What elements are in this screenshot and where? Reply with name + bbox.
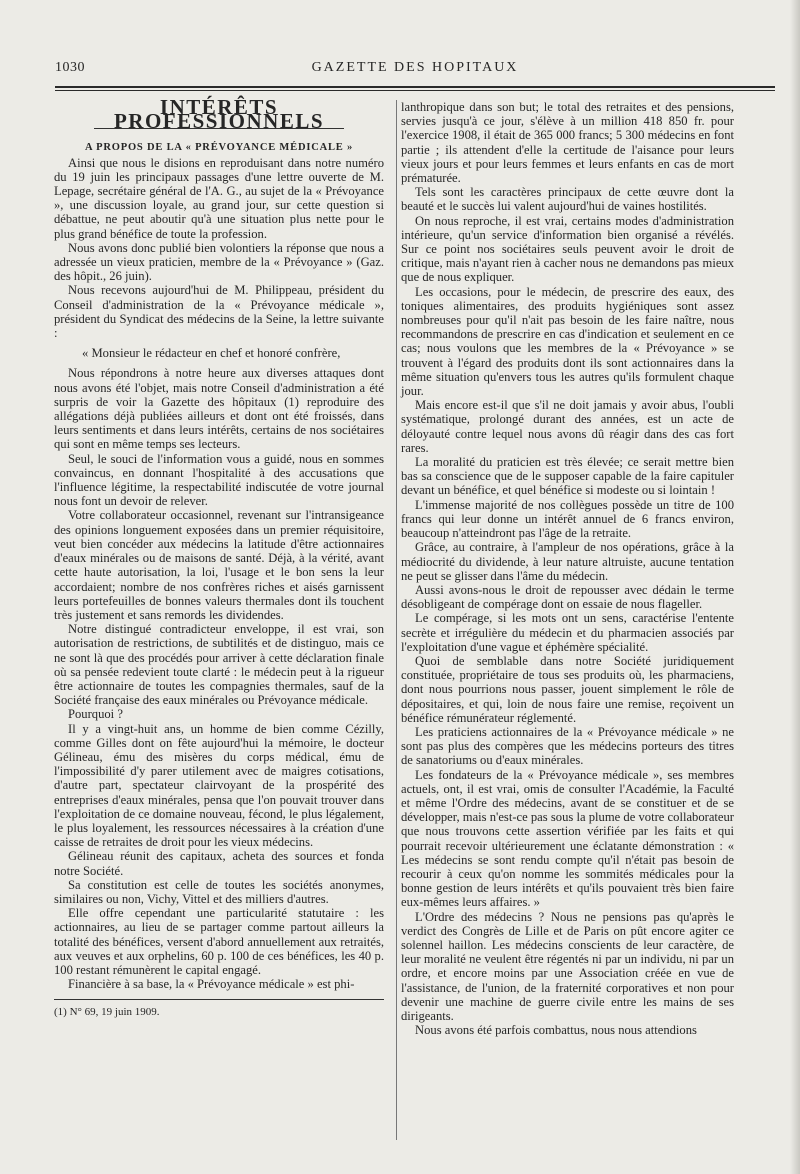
header-rule-thin xyxy=(55,90,775,91)
paragraph: Nous répondrons à notre heure aux diverses attaques dont nous avons été l'objet, mais notre Conseil d'administration a été surpris de voir la Gazette des hôpitaux (1) reproduire des allégations déjà publiées ailleurs et dont ont été froissés, dans leurs sentiments et dans leurs intérêts, certains de nos sociétaires qui sont en même temps ses lecteurs. xyxy=(54,366,384,452)
footnote-divider xyxy=(54,999,384,1000)
paragraph: L'immense majorité de nos collègues possède un titre de 100 francs qui leur donne un intérêt annuel de 6 francs environ, beaucoup n'atteindront pas l'âge de la retraite. xyxy=(401,497,734,541)
page-header xyxy=(55,60,775,82)
paragraph: Les praticiens actionnaires de la « Prévoyance médicale » ne sont pas plus des compères que les médecins porteurs des titres de sanatoriums ou d'eaux minérales. xyxy=(401,724,734,768)
paragraph: lanthropique dans son but; le total des retraites et des pensions, servies jusqu'à ce jour, s'élève à un million 418 850 fr. pour l'exercice 1908, il était de 365 000 francs; 5 300 médecins en font partie ; ils attendent d'elle la certitude de l'aisance pour leurs vieux jours et pour leurs femmes et leurs enfants en cas de mort prématurée. xyxy=(401,100,734,186)
paragraph: Elle offre cependant une particularité statutaire : les actionnaires, au lieu de se partager comme partout ailleurs la totalité des bénéfices, versent d'abord annuellement aux retraités, aux veuves et aux orphelins, 60 p. 100 de ces bénéfices, les 40 p. 100 restant rémunèrent le capital engagé. xyxy=(54,906,384,977)
scan-edge-shadow xyxy=(790,0,800,1174)
paragraph: Seul, le souci de l'information vous a guidé, nous en sommes convaincus, en donnant l'hospitalité à des accusations que l'influence légitime, la respectabilité indiscutée de votre journal nous font un devoir de relever. xyxy=(54,451,384,509)
paragraph: Les occasions, pour le médecin, de prescrire des eaux, des toniques alimentaires, des produits hygiéniques sont assez nombreuses pour qu'il n'ait pas besoin de les faire naître, nous recommandons de prescrire en cas d'indication et seulement en ce cas; nous voulons que les membres de la « Prévoyance » se trouvent à l'égard des produits dont ils sont actionnaires dans la même situation qu'envers tous les autres qu'ils formulent chaque jour. xyxy=(401,284,734,399)
paragraph: Sa constitution est celle de toutes les sociétés anonymes, similaires ou non, Vichy, Vittel et des milliers d'autres. xyxy=(54,877,384,906)
paragraph: Les fondateurs de la « Prévoyance médicale », ses membres actuels, ont, il est vrai, omis de consulter l'Académie, la Faculté et même l'Ordre des médecins, avant de se constituer et de se développer, mais n'est-ce pas sous la plume de votre collaborateur que nous trouvons cette assertion vérifiée par les faits et qui pourrait recevoir ultérieurement une éclatante démonstration : « Les médecins se sont rendu compte qu'il n'était pas besoin de recourir à ceux qu'on nomme les sommités médicales pour la bonne gestion de leurs intérêts et qu'ils pouvaient très bien faire eux-mêmes leurs affaires. » xyxy=(401,767,734,910)
paragraph: Notre distingué contradicteur enveloppe, il est vrai, son autorisation de restrictions, de subtilités et de distinguo, mais ce ne sont là que des procédés pour arriver à cette déclaration finale où sa pensée redevient toute clarté : le médecin peut à la rigueur être actionnaire de toutes les compagnies thermales, sauf de la Société française des eaux minérales ou Prévoyance médicale. xyxy=(54,622,384,708)
column-divider xyxy=(396,100,397,1140)
paragraph: Gélineau réunit des capitaux, acheta des sources et fonda notre Société. xyxy=(54,849,384,878)
footnote: (1) N° 69, 19 juin 1909. xyxy=(54,1006,160,1019)
left-column xyxy=(54,95,384,1020)
paragraph: Nous recevons aujourd'hui de M. Philippeau, président du Conseil d'administration de la « Prévoyance médicale », président du Syndicat des médecins de la Seine, la lettre suivante : xyxy=(54,283,384,341)
paragraph: On nous reproche, il est vrai, certains modes d'administration intérieure, qu'un service d'information bien organisé a révélés. Sur ce point nos sociétaires seuls peuvent avoir le droit de critique, mais n'ayant rien à cacher nous ne demandons pas mieux que de nous expliquer. xyxy=(401,213,734,285)
paragraph: L'Ordre des médecins ? Nous ne pensions pas qu'après le verdict des Congrès de Lille et de Paris on pût encore agiter ce solennel haillon. Les médecins conscients de leur caractère, de leur moralité ne veulent être régentés ni par un individu, ni par un ordre, et encore moins par une Association créée en vue de l'assistance, de l'union, de la fraternité corporatives et non pour devenir une machine de guerre civile entre les mains de ses dirigeants. xyxy=(401,909,734,1023)
paragraph: Il y a vingt-huit ans, un homme de bien comme Cézilly, comme Gilles dont on fête aujourd'hui la mémoire, le docteur Gélineau, ému des misères du corps médical, ému de l'impossibilité d'y parer utilement avec de maigres cotisations, d'autre part, spectateur clairvoyant de la prospérité des entreprises d'eaux minérales, pensa que l'on pouvait trouver dans l'exploitation de ce domaine nouveau, fécond, le plus légalement, le plus loyalement, les ressources nécessaires à la création d'une caisse de retraites de droit pour les vieux médecins. xyxy=(54,721,384,850)
letter-salutation: « Monsieur le rédacteur en chef et honoré confrère, xyxy=(82,346,341,361)
paragraph: Quoi de semblable dans notre Société juridiquement constituée, propriétaire de tous ses produits où, les pharmaciens, dont nous pourrions nous passer, jouent simplement le rôle de dépositaires, et qui, loin de nous faire une remise, reçoivent un bénéfice rémunérateur réglementé. xyxy=(401,653,734,725)
header-rule-thick xyxy=(55,86,775,88)
paragraph: Ainsi que nous le disions en reproduisant dans notre numéro du 19 juin les principaux passages d'une lettre ouverte de M. Lepage, secrétaire général de l'A. G., au sujet de la « Prévoyance », une discussion loyale, au grand jour, sur cette question si débattue, ne peut aboutir qu'à une situation plus nette pour le plus grand bénéfice de toute la profession. xyxy=(54,155,384,241)
paragraph: Aussi avons-nous le droit de repousser avec dédain le terme désobligeant de compérage dont on essaie de nous flageller. xyxy=(401,582,734,612)
right-column xyxy=(401,100,734,1037)
article-subtitle: A PROPOS DE LA « PRÉVOYANCE MÉDICALE » xyxy=(84,142,354,154)
paragraph: Pourquoi ? xyxy=(68,707,123,722)
paragraph: Grâce, au contraire, à l'ampleur de nos opérations, grâce à la médiocrité du dividende, à leur nature altruiste, aucune tentation ne peut se glisser dans l'âme du médecin. xyxy=(401,540,734,583)
section-title: INTÉRÊTS PROFESSIONNELS xyxy=(113,95,325,134)
paragraph: Le compérage, si les mots ont un sens, caractérise l'entente secrète et irrégulière du médecin et du pharmacien associés par l'exploitation d'une vague et éphémère spécialité. xyxy=(401,611,734,654)
journal-title: GAZETTE DES HOPITAUX xyxy=(311,60,519,75)
paragraph: Votre collaborateur occasionnel, revenant sur l'intransigeance des opinions longuement exposées dans un premier réquisitoire, veut bien concéder aux médecins la latitude d'être actionnaires d'eaux minérales ou de maisons de santé. Déjà, à la vérité, avant cette haute autorisation, la loi, l'usage et le bon sens la leur accordaient; nombre de nos confrères riches et aisés garnissent leurs portefeuilles de bonnes valeurs thermales dont ils touchent très justement et sans remords les dividendes. xyxy=(54,508,384,622)
paragraph: Tels sont les caractères principaux de cette œuvre dont la beauté et le succès lui valent aujourd'hui de vaines hostilités. xyxy=(401,185,734,214)
paragraph: Nous avons donc publié bien volontiers la réponse que nous a adressée un vieux praticien, membre de la « Prévoyance » (Gaz. des hôpit., 26 juin). xyxy=(54,240,384,284)
paragraph: La moralité du praticien est très élevée; ce serait mettre bien bas sa conscience que de le supposer capable de la faire capituler devant un bénéfice, et quel bénéfice si modeste ou si lointain ! xyxy=(401,455,734,498)
paragraph: Financière à sa base, la « Prévoyance médicale » est phi- xyxy=(68,977,355,992)
page-number: 1030 xyxy=(55,60,85,75)
paragraph: Mais encore est-il que s'il ne doit jamais y avoir abus, l'oubli systématique, prolongé durant des années, est un acte de déloyauté contre lequel nous avons dû réagir dans des cas fort rares. xyxy=(401,398,734,455)
paragraph: Nous avons été parfois combattus, nous nous attendions xyxy=(415,1023,697,1038)
